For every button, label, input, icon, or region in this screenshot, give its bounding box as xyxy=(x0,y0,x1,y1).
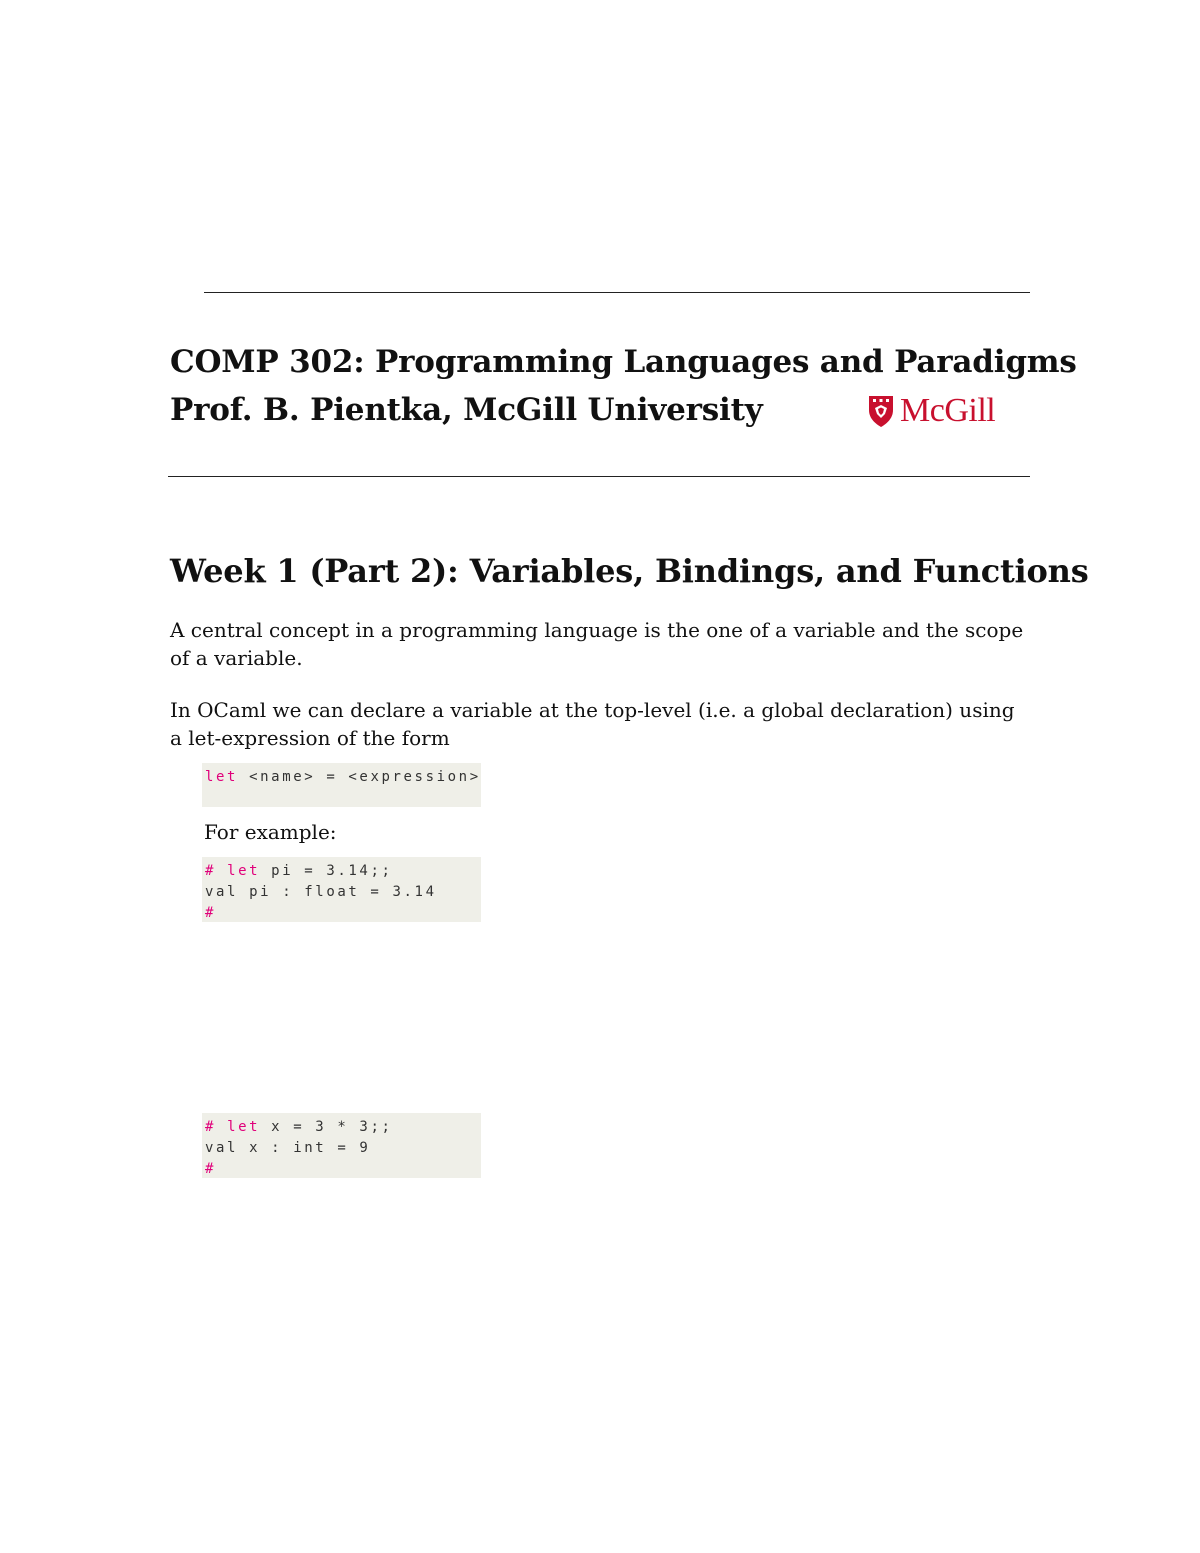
top-rule xyxy=(204,292,1030,293)
code-keyword: let xyxy=(227,1119,261,1135)
code-block-example-pi xyxy=(202,857,481,922)
code-line xyxy=(205,1159,481,1180)
code-block-let-syntax xyxy=(202,763,481,807)
logo-wordmark: McGill xyxy=(900,392,996,429)
code-line: val pi : float = 3.14 xyxy=(205,884,437,900)
code-prompt: # xyxy=(205,863,217,879)
code-prompt: # xyxy=(205,905,217,921)
code-keyword: let xyxy=(227,863,261,879)
section-heading: Week 1 (Part 2): Variables, Bindings, and Functions xyxy=(170,552,1089,590)
code-block-example-x xyxy=(202,1113,481,1178)
course-title: COMP 302: Programming Languages and Paradigms xyxy=(170,344,1077,380)
code-text: pi = 3.14;; xyxy=(260,863,393,879)
code-prompt: # xyxy=(205,1161,217,1177)
mcgill-crest-icon xyxy=(866,394,896,428)
bottom-rule xyxy=(168,476,1030,477)
code-line xyxy=(205,1117,481,1138)
code-line: val x : int = 9 xyxy=(205,1140,371,1156)
code-line xyxy=(205,861,481,882)
code-line xyxy=(205,903,481,924)
mcgill-logo xyxy=(866,394,995,428)
paragraph-let-declaration: In OCaml we can declare a variable at the top-level (i.e. a global declaration) using a let-expression of the form xyxy=(170,698,1015,750)
code-keyword: let xyxy=(205,769,239,785)
code-prompt: # xyxy=(205,1119,217,1135)
for-example-label: For example: xyxy=(204,820,337,844)
paragraph-variable-concept: A central concept in a programming language is the one of a variable and the scope of a variable. xyxy=(170,618,1024,670)
code-text: x = 3 * 3;; xyxy=(260,1119,393,1135)
code-text: <name> = <expression> xyxy=(238,769,481,785)
professor-line: Prof. B. Pientka, McGill University xyxy=(170,392,763,428)
code-line xyxy=(205,767,481,788)
